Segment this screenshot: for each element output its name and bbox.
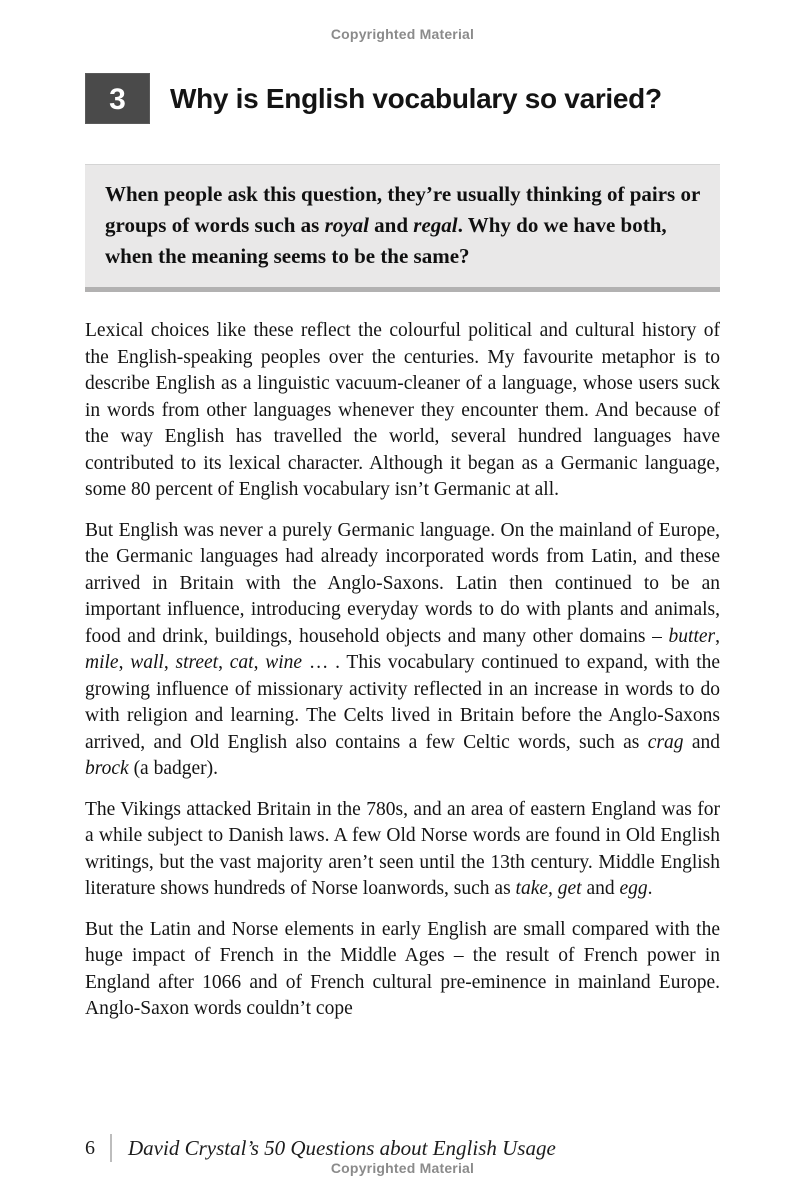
question-box — [85, 164, 720, 292]
paragraph: But the Latin and Norse elements in early English are small compared with the huge impact of French in the Middle Ages – the result of French power in England after 1066 and of French cultural pre-eminence in mainland Europe. Anglo-Saxon words couldn’t cope — [85, 918, 720, 1019]
chapter-header — [85, 73, 720, 124]
paragraph: But English was never a purely Germanic language. On the mainland of Europe, the Germanic languages had already incorporated words from Latin, and these arrived in Britain with the Anglo-Saxons. Latin then continued to be an important influence, introducing everyday words to do with plants and animals, food and drink, buildings, household objects and many other domains – butter, mile, wall, street, cat, wine … . This vocabulary continued to expand, with the growing influence of missionary activity reflected in an increase in words to do with religion and learning. The Celts lived in Britain before the Anglo-Saxons arrived, and Old English also contains a few Celtic words, such as crag and brock (a badger). — [85, 519, 721, 779]
copyright-notice-bottom: Copyrighted Material — [330, 1160, 475, 1176]
footer-divider — [110, 1134, 112, 1162]
paragraph: The Vikings attacked Britain in the 780s, and an area of eastern England was for a while subject to Danish laws. A few Old Norse words are found in Old English writings, but the vast majority aren’t seen until the 13th century. Middle English literature shows hundreds of Norse loanwords, such as take, get and egg. — [85, 798, 720, 899]
book-title: David Crystal’s 50 Questions about English Usage — [128, 1135, 556, 1160]
paragraph: Lexical choices like these reflect the colourful political and cultural history of the English-speaking peoples over the centuries. My favourite metaphor is to describe English as a linguistic vacuum-cleaner of a language, whose users suck in words from other languages whenever they encounter them. And because of the way English has travelled the world, several hundred languages have contributed to its lexical character. Although it began as a Germanic language, some 80 percent of English vocabulary isn’t Germanic at all. — [85, 320, 720, 500]
page-number: 6 — [85, 1136, 95, 1159]
question-text: When people ask this question, they’re usually thinking of pairs or groups of words such as royal and regal. Why do we have both, when the meaning seems to be the same? — [105, 182, 700, 268]
chapter-title: Why is English vocabulary so varied? — [170, 82, 662, 114]
copyright-notice-top: Copyrighted Material — [330, 26, 475, 42]
page-footer — [85, 1133, 720, 1163]
chapter-number-badge: 3 — [85, 73, 150, 124]
body-text — [85, 318, 720, 1037]
